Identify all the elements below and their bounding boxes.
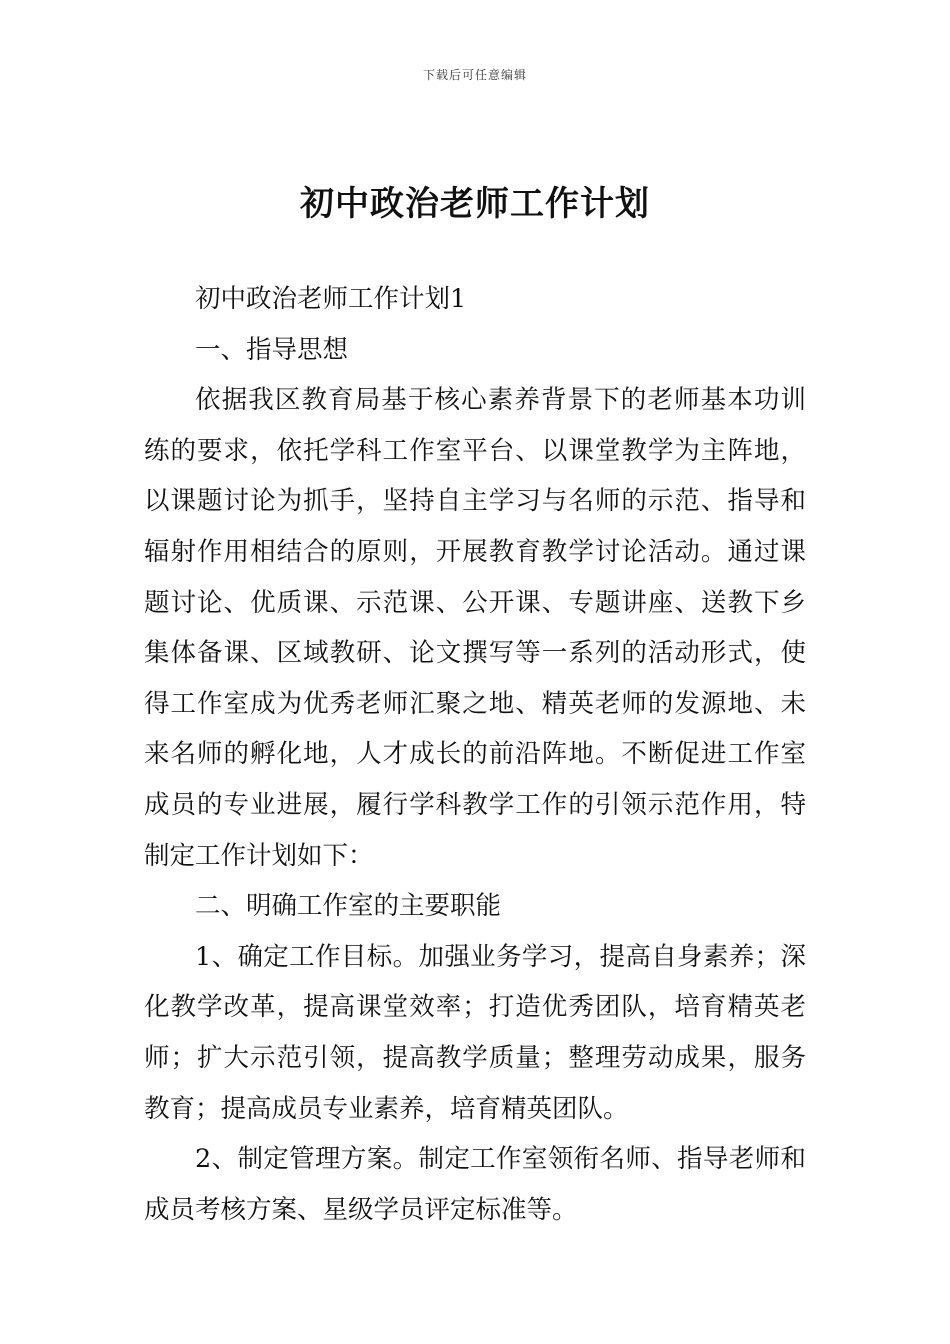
paragraph-heading-functions: 二、明确工作室的主要职能 xyxy=(195,891,502,922)
paragraph-subtitle: 初中政治老师工作计划1 xyxy=(195,284,467,314)
paragraph-work-goals: 1、确定工作目标。加强业务学习，提高自身素养；深化教学改革，提高课堂效率；打造优秀团队，培育精英老师；扩大示范引领，提高教学质量；整理劳动成果，服务教育；提高成员专业素养，培育精英团队。 xyxy=(144,941,806,1124)
paragraph-heading-guiding-ideology: 一、指导思想 xyxy=(195,334,349,365)
header-note: 下载后可任意编辑 xyxy=(422,68,527,82)
paragraph-management-plan: 2、制定管理方案。制定工作室领衔名师、指导老师和成员考核方案、星级学员评定标准等。 xyxy=(144,1144,806,1225)
document-title: 初中政治老师工作计划 xyxy=(300,184,650,224)
paragraph-guiding-ideology: 依据我区教育局基于核心素养背景下的老师基本功训练的要求，依托学科工作室平台、以课堂教学为主阵地，以课题讨论为抓手，坚持自主学习与名师的示范、指导和辐射作用相结合的原则，开展教育教学讨论活动。通过课题讨论、优质课、示范课、公开课、专题讲座、送教下乡集体备课、区域教研、论文撰写等一系列的活动形式，使得工作室成为优秀老师汇聚之地、精英老师的发源地、未来名师的孵化地，人才成长的前沿阵地。不断促进工作室成员的专业进展，履行学科教学工作的引领示范作用，特制定工作计划如下： xyxy=(144,385,806,871)
document-body xyxy=(144,274,806,1235)
